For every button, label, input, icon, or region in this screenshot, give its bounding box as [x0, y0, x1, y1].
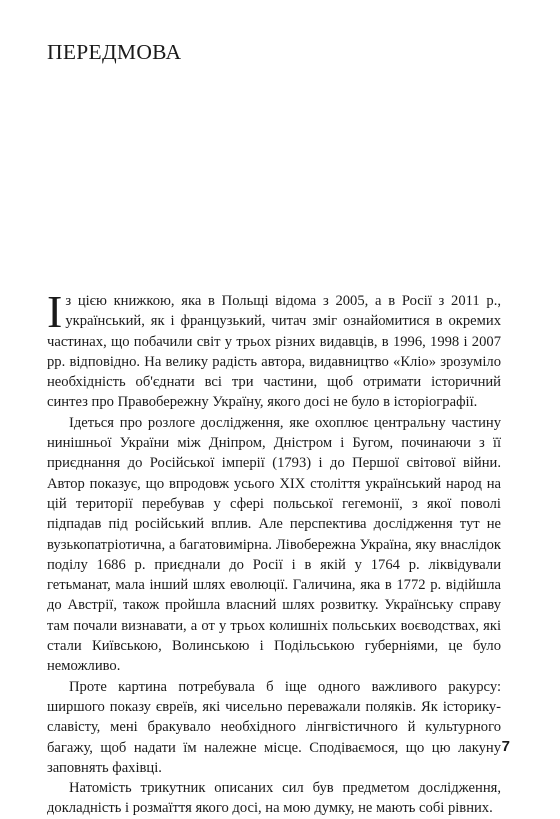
paragraph-1-text: з цією книжкою, яка в Польщі відома з 2005, а в Росії з 2011 р., український, як і французький, читач зміг ознайомитися в окремих частинах, що побачили світ у трьох різних видавців, в 1996, 1998 і 2007 рр. відповідно. На велику радість автора, видавництво «Кліо» зрозуміло необхідність об'єднати всі три частини, щоб отримати історичний синтез про Правобережну Україну, якого досі не було в історіографії.	[47, 293, 501, 411]
paragraph-2: Ідеться про розлоге дослідження, яке охоплює центральну частину нинішньої України між Дніпром, Дністром і Бугом, починаючи з її приєднання до Російської імперії (1793) і до Першої світової війни. Автор показує, що впродовж усього XIX століття український народ на цій території перебував у сфері польської гегемонії, з якої поволі підпадав під російський вплив. Але перспектива дослідження тут не вузькопатріотична, а багатовимірна. Лівобережна Україна, яку внаслідок поділу 1686 р. приєднали до Росії і в якій у 1764 р. ліквідували гетьманат, мала інший шлях еволюції. Галичина, яка в 1772 р. відійшла до Австрії, також пройшла власний шлях розвитку. Українську справу там почали визнавати, а от у трьох колишніх польських воєводствах, які стали Київською, Волинською і Подільською губерніями, це було неможливо.	[47, 414, 501, 675]
paragraph-4: Натомість трикутник описаних сил був предметом дослідження, докладність і розмаїття якого досі, на мою думку, не мають собі рівних.	[47, 780, 501, 817]
paragraph-1	[47, 286, 501, 413]
page-title: ПЕРЕДМОВА	[47, 40, 182, 64]
drop-cap-letter: І	[47, 286, 63, 337]
page-number: 7	[501, 738, 510, 755]
paragraph-3: Проте картина потребувала б іще одного важливого ракурсу: ширшого показу євреїв, які чисельно переважали поляків. Як історику-славісту, мені бракувало необхідного лінгвістичного й культурного багажу, щоб надати їм належне місце. Сподіваємося, що цю лакуну заповнять фахівці.	[47, 678, 501, 776]
body-text	[47, 286, 501, 819]
